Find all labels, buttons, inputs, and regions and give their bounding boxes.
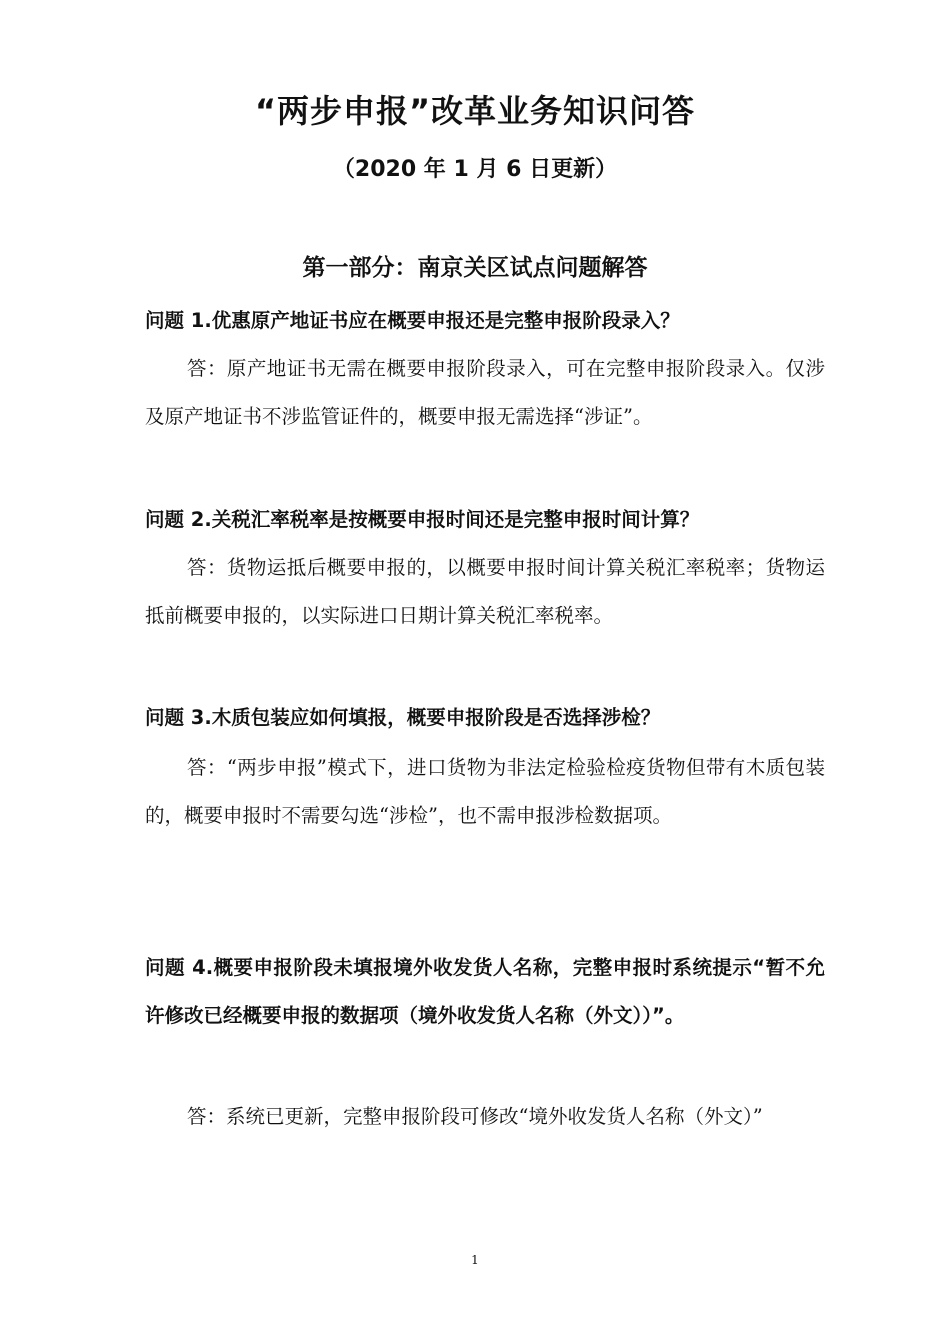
question-1: 问题 1.优惠原产地证书应在概要申报还是完整申报阶段录入？ <box>145 309 680 332</box>
page-number: 1 <box>471 1253 479 1267</box>
answer-1: 答：原产地证书无需在概要申报阶段录入，可在完整申报阶段录入。仅涉及原产地证书不涉监管证件的，概要申报无需选择“涉证”。 <box>145 357 825 428</box>
question-4: 问题 4.概要申报阶段未填报境外收发货人名称，完整申报时系统提示“暂不允许修改已经概要申报的数据项（境外收发货人名称（外文））”。 <box>145 956 825 1027</box>
question-3: 问题 3.木质包装应如何填报，概要申报阶段是否选择涉检？ <box>145 706 661 729</box>
document-subtitle: （2020 年 1 月 6 日更新） <box>332 157 618 182</box>
section-title: 第一部分：南京关区试点问题解答 <box>302 255 648 281</box>
answer-4: 答：系统已更新，完整申报阶段可修改“境外收发货人名称（外文）” <box>187 1105 763 1128</box>
answer-2: 答：货物运抵后概要申报的，以概要申报时间计算关税汇率税率；货物运抵前概要申报的，以实际进口日期计算关税汇率税率。 <box>145 556 825 627</box>
answer-3: 答：“两步申报”模式下，进口货物为非法定检验检疫货物但带有木质包装的，概要申报时不需要勾选“涉检”，也不需申报涉检数据项。 <box>145 756 825 827</box>
document-title: “两步申报”改革业务知识问答 <box>254 92 696 130</box>
question-2: 问题 2.关税汇率税率是按概要申报时间还是完整申报时间计算？ <box>145 508 700 531</box>
